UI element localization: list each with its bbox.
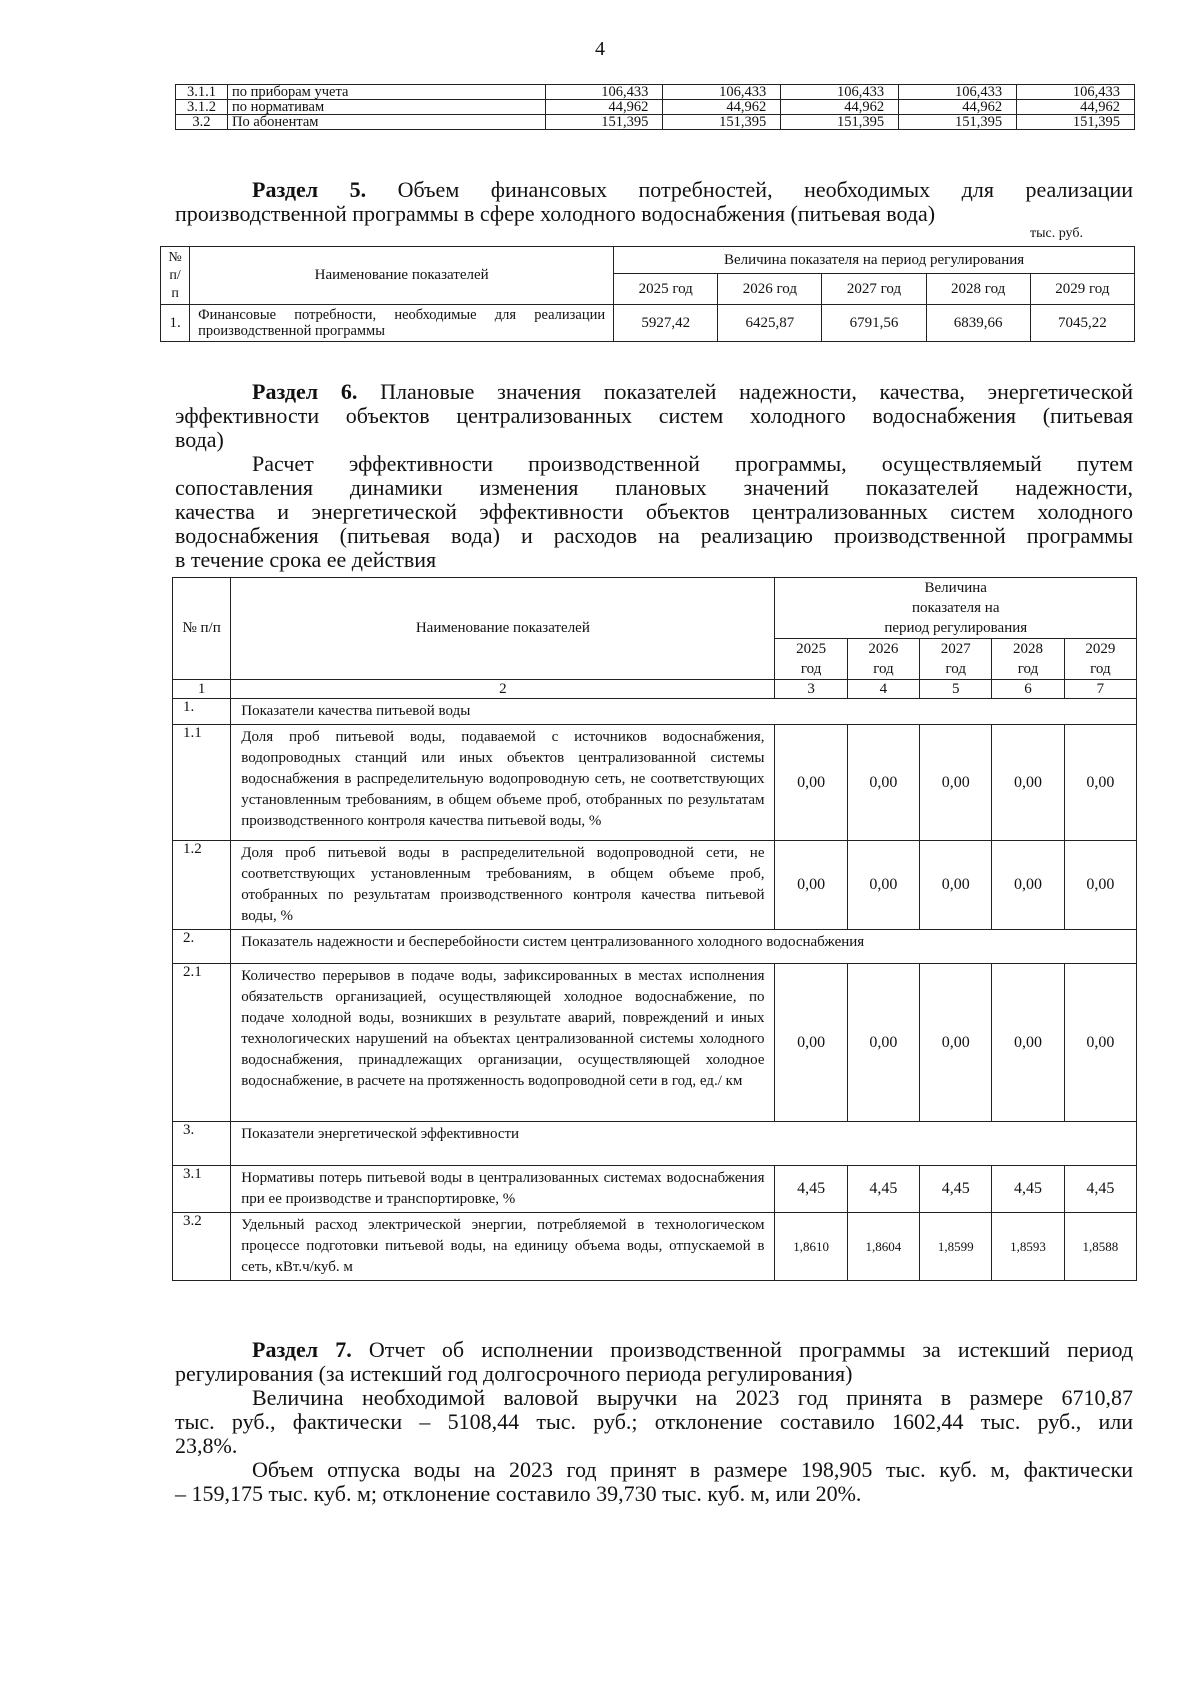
year-header: 2029 год [1030, 274, 1134, 305]
table-row [173, 1166, 1137, 1213]
section6-heading: Раздел 6. Плановые значения показателей надежности, качества, энергетической эффективности объектов централизованных систем холодного водоснабжения (питьевая вода) Расчет эффективности производственной программы, осуществляемый путем сопоставления динамики изменения плановых значений показателей надежности, качества и энергетической эффективности объектов централизованных систем холодного водоснабжения (питьевая вода) и расходов на реализацию производственной программы в течение срока ее действия [175, 379, 1133, 572]
table-row [173, 964, 1137, 1122]
col-num-header: № п/ п [161, 247, 190, 305]
row-value: 44,962 [545, 100, 663, 115]
year-header [920, 639, 992, 680]
row-name: Доля проб питьевой воды в распределительной водопроводной сети, не соответствующих установленным требованиям, в общем объеме проб, отобранных по результатам производственного контроля качества питьевой воды, % [231, 841, 775, 930]
row-number: 3.2 [176, 115, 228, 130]
row-number: 1. [173, 699, 231, 725]
row-name: по нормативам [227, 100, 545, 115]
year-value: 2026 [868, 641, 899, 657]
row-value: 151,395 [781, 115, 899, 130]
row-value: 44,962 [1017, 100, 1135, 115]
year-header [992, 639, 1064, 680]
year-value: 2028 [1013, 641, 1044, 657]
finance-table [160, 246, 1135, 342]
row-value: 6425,87 [718, 305, 822, 342]
row-number: 3.2 [173, 1213, 231, 1281]
row-value: 44,962 [899, 100, 1017, 115]
table-row [176, 100, 1135, 115]
row-value: 1,8599 [920, 1213, 992, 1281]
row-value: 1,8588 [1064, 1213, 1136, 1281]
row-name: Удельный расход электрической энергии, потребляемой в технологическом процессе подготовки питьевой воды, на единицу объема воды, отпускаемой в сеть, кВт.ч/куб. м [231, 1213, 775, 1281]
row-value: 6839,66 [926, 305, 1030, 342]
col-index: 1 [173, 680, 231, 699]
row-value: 0,00 [1064, 964, 1136, 1122]
row-value: 151,395 [663, 115, 781, 130]
row-value: 151,395 [899, 115, 1017, 130]
col-index: 7 [1064, 680, 1136, 699]
row-value: 4,45 [992, 1166, 1064, 1213]
row-number: 2.1 [173, 964, 231, 1122]
top-table [175, 84, 1135, 130]
table-row [173, 1213, 1137, 1281]
year-value: 2025 [796, 641, 827, 657]
year-suffix: год [873, 661, 894, 677]
row-number: 1.2 [173, 841, 231, 930]
col-index: 3 [775, 680, 847, 699]
row-name: Нормативы потерь питьевой воды в централизованных системах водоснабжения при ее производстве и транспортировке, % [231, 1166, 775, 1213]
unit-label: тыс. руб. [1030, 226, 1083, 241]
col-index: 6 [992, 680, 1064, 699]
row-value: 1,8610 [775, 1213, 847, 1281]
table-row [173, 725, 1137, 841]
row-value: 0,00 [992, 841, 1064, 930]
row-value: 0,00 [847, 725, 919, 841]
row-number: 2. [173, 930, 231, 964]
row-name: Количество перерывов в подаче воды, зафиксированных в местах исполнения обязательств организацией, осуществляющей холодное водоснабжение, по подаче холодной воды, возникших в результате аварий, повреждений и иных технологических нарушений на объектах централизованной системы холодного водоснабжения, принадлежащих организации, осуществляющей холодное водоснабжение, в расчете на протяженность водопроводной сети в год, ед./ км [231, 964, 775, 1122]
table-row [176, 85, 1135, 100]
row-value: 151,395 [1017, 115, 1135, 130]
row-value: 106,433 [663, 85, 781, 100]
table-row [176, 115, 1135, 130]
row-name: Финансовые потребности, необходимые для реализации производственной программы [190, 305, 614, 342]
col-name-header: Наименование показателей [190, 247, 614, 305]
indicators-table [172, 577, 1137, 1281]
period-line: период регулирования [884, 620, 1028, 636]
row-value: 6791,56 [822, 305, 926, 342]
row-value: 0,00 [920, 841, 992, 930]
row-value: 0,00 [847, 841, 919, 930]
row-value: 106,433 [899, 85, 1017, 100]
col-period-header: Величина показателя на период регулирования [614, 247, 1135, 274]
row-name: По абонентам [227, 115, 545, 130]
row-value: 0,00 [992, 725, 1064, 841]
row-number: 3.1.2 [176, 100, 228, 115]
row-value: 0,00 [775, 964, 847, 1122]
year-suffix: год [1017, 661, 1039, 677]
group-name: Показатель надежности и бесперебойности систем централизованного холодного водоснабжения [231, 930, 1137, 964]
row-value: 1,8604 [847, 1213, 919, 1281]
group-row [173, 930, 1137, 964]
year-value: 2029 [1085, 641, 1116, 657]
col-index: 5 [920, 680, 992, 699]
col-index: 2 [231, 680, 775, 699]
group-name: Показатели энергетической эффективности [231, 1122, 1137, 1166]
row-value: 0,00 [992, 964, 1064, 1122]
col-name-header: Наименование показателей [231, 578, 775, 680]
row-value: 44,962 [781, 100, 899, 115]
row-value: 106,433 [1017, 85, 1135, 100]
table-row [173, 841, 1137, 930]
row-value: 4,45 [775, 1166, 847, 1213]
period-line: Величина [924, 580, 987, 596]
group-row [173, 1122, 1137, 1166]
row-number: 3.1.1 [176, 85, 228, 100]
row-value: 0,00 [1064, 841, 1136, 930]
row-value: 0,00 [920, 725, 992, 841]
row-value: 106,433 [781, 85, 899, 100]
row-value: 5927,42 [614, 305, 718, 342]
row-value: 4,45 [920, 1166, 992, 1213]
row-value: 1,8593 [992, 1213, 1064, 1281]
col-num-header: № п/п [173, 578, 231, 680]
row-number: 1.1 [173, 725, 231, 841]
year-header [1064, 639, 1136, 680]
page-number: 4 [595, 38, 605, 60]
row-value: 7045,22 [1030, 305, 1134, 342]
year-suffix: год [800, 661, 822, 677]
row-number: 3.1 [173, 1166, 231, 1213]
year-header: 2028 год [926, 274, 1030, 305]
header-row [173, 578, 1137, 639]
row-value: 0,00 [1064, 725, 1136, 841]
year-header: 2026 год [718, 274, 822, 305]
row-name: по приборам учета [227, 85, 545, 100]
row-value: 0,00 [775, 725, 847, 841]
period-line: показателя на [912, 600, 1000, 616]
row-name: Доля проб питьевой воды, подаваемой с источников водоснабжения, водопроводных станций или иных объектов централизованной системы водоснабжения в распределительную водопроводную сеть, не соответствующих установленным требованиям, в общем объеме проб, отобранных по результатам производственного контроля качества питьевой воды, % [231, 725, 775, 841]
row-value: 4,45 [1064, 1166, 1136, 1213]
year-header: 2027 год [822, 274, 926, 305]
row-number: 3. [173, 1122, 231, 1166]
year-suffix: год [1090, 661, 1111, 677]
section5-heading: Раздел 5. Объем финансовых потребностей, необходимых для реализации производственной программы в сфере холодного водоснабжения (питьевая вода) [175, 177, 1133, 226]
year-header [847, 639, 919, 680]
section7: Раздел 7. Отчет об исполнении производственной программы за истекший период регулирования (за истекший год долгосрочного периода регулирования) Величина необходимой валовой выручки на 2023 год принята в размере 6710,87 тыс. руб., фактически – 5108,44 тыс. руб.; отклонение составило 1602,44 тыс. руб., или 23,8%. Объем отпуска воды на 2023 год принят в размере 198,905 тыс. куб. м, фактически – 159,175 тыс. куб. м; отклонение составило 39,730 тыс. куб. м, или 20%. [175, 1337, 1134, 1506]
year-suffix: год [945, 661, 966, 677]
year-header [775, 639, 847, 680]
col-index: 4 [847, 680, 919, 699]
group-name: Показатели качества питьевой воды [231, 699, 1137, 725]
index-row [173, 680, 1137, 699]
year-value: 2027 [940, 641, 971, 657]
col-period-header [775, 578, 1137, 639]
row-value: 0,00 [847, 964, 919, 1122]
row-value: 0,00 [920, 964, 992, 1122]
year-header: 2025 год [614, 274, 718, 305]
row-value: 0,00 [775, 841, 847, 930]
row-number: 1. [161, 305, 190, 342]
row-value: 44,962 [663, 100, 781, 115]
group-row [173, 699, 1137, 725]
row-value: 4,45 [847, 1166, 919, 1213]
row-value: 151,395 [545, 115, 663, 130]
row-value: 106,433 [545, 85, 663, 100]
